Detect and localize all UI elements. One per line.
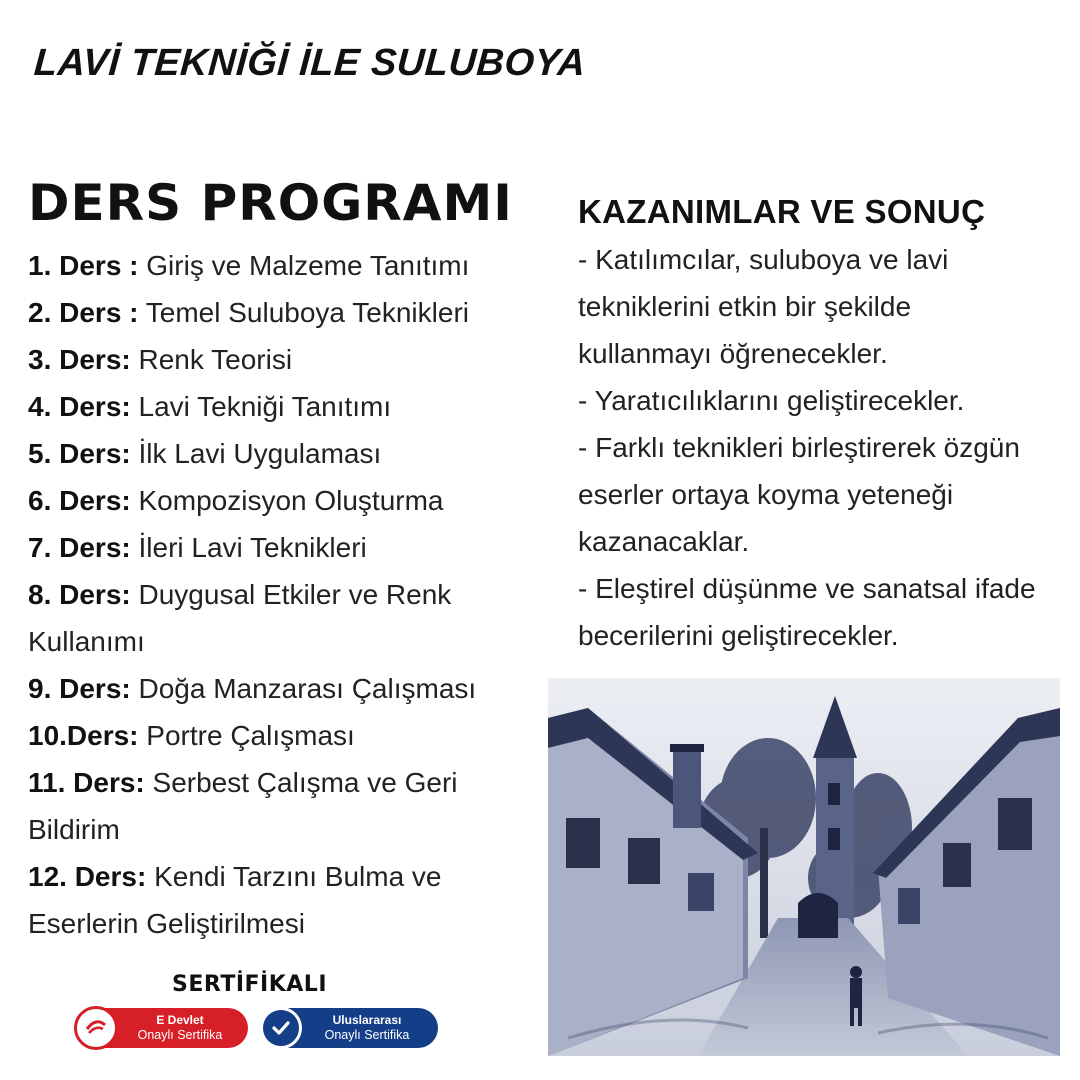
e-devlet-logo-icon xyxy=(74,1006,118,1050)
list-item: 5. Ders: İlk Lavi Uygulaması xyxy=(28,438,382,469)
list-item: - Yaratıcılıklarını geliştirecekler. xyxy=(578,385,965,416)
list-item: - Eleştirel düşünme ve sanatsal ifade becerilerini geliştirecekler. xyxy=(578,573,1036,651)
watercolor-painting xyxy=(548,678,1060,1056)
e-devlet-certificate-badge: E Devlet Onaylı Sertifika xyxy=(76,1008,248,1048)
list-item: 4. Ders: Lavi Tekniği Tanıtımı xyxy=(28,391,392,422)
list-item: 8. Ders: Duygusal Etkiler ve Renk Kullanımı xyxy=(28,579,452,657)
list-item: - Katılımcılar, suluboya ve lavi tekniklerini etkin bir şekilde kullanmayı öğrenecekler. xyxy=(578,244,949,369)
course-program-section xyxy=(28,172,548,947)
list-item: 2. Ders : Temel Suluboya Teknikleri xyxy=(28,297,469,328)
outcomes-heading: KAZANIMLAR VE SONUÇ xyxy=(578,193,986,230)
list-item: 3. Ders: Renk Teorisi xyxy=(28,344,293,375)
outcomes-section xyxy=(578,190,1048,659)
international-certificate-badge: Uluslararası Onaylı Sertifika xyxy=(262,1008,438,1048)
lesson-list xyxy=(28,242,548,947)
page-title: LAVİ TEKNİĞİ İLE SULUBOYA xyxy=(32,42,588,84)
list-item: 11. Ders: Serbest Çalışma ve Geri Bildirim xyxy=(28,767,458,845)
list-item: 7. Ders: İleri Lavi Teknikleri xyxy=(28,532,367,563)
painting-illustration xyxy=(548,678,1060,1056)
list-item: 9. Ders: Doğa Manzarası Çalışması xyxy=(28,673,477,704)
list-item: 6. Ders: Kompozisyon Oluşturma xyxy=(28,485,444,516)
list-item: 1. Ders : Giriş ve Malzeme Tanıtımı xyxy=(28,250,470,281)
program-heading: DERS PROGRAMI xyxy=(28,174,513,232)
list-item: 10.Ders: Portre Çalışması xyxy=(28,720,355,751)
list-item: - Farklı teknikleri birleştirerek özgün eserler ortaya koyma yeteneği kazanacaklar. xyxy=(578,432,1020,557)
certificate-heading: SERTİFİKALI xyxy=(172,972,328,997)
checkmark-icon xyxy=(260,1007,302,1049)
outcome-list xyxy=(578,236,1048,659)
list-item: 12. Ders: Kendi Tarzını Bulma ve Eserlerin Geliştirilmesi xyxy=(28,861,442,939)
